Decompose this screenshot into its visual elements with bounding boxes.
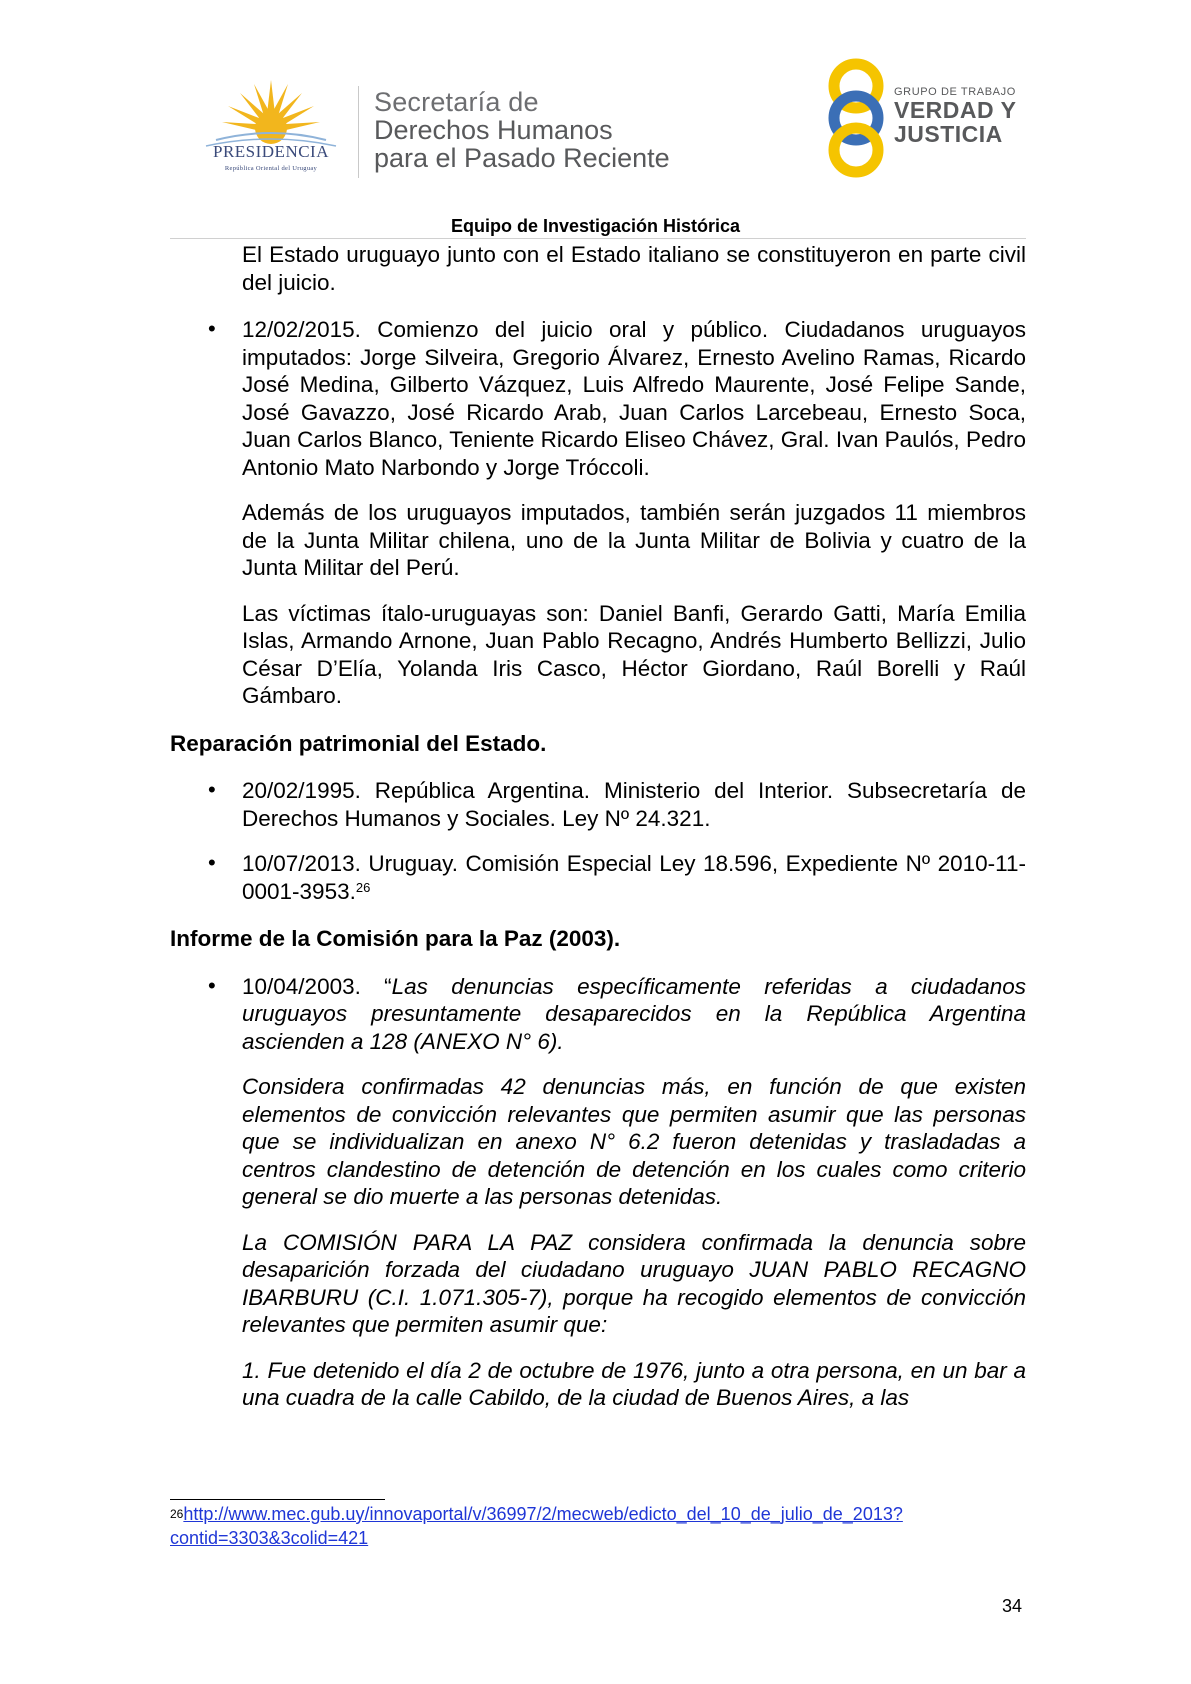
header-rule [170, 238, 1026, 239]
secretaria-logo-text [374, 88, 670, 172]
quote-paragraph-1: Considera confirmadas 42 denuncias más, en función de que existen elementos de convicción relevantes que permiten asumir que las personas que se individualizan en anexo N° 6.2 fueron detenidas y trasladadas a centros clandestino de detención de detención en los cuales como criterio general se dio muerte a las personas detenidas. [242, 1074, 1026, 1209]
page-number: 34 [1002, 1596, 1023, 1616]
bullet-icon: • [208, 972, 216, 998]
verdad-justicia-text [894, 86, 1016, 146]
secretaria-line-1: Secretaría de [374, 87, 539, 117]
bullet-icon: • [208, 850, 216, 875]
footnote-ref[interactable]: 26 [355, 879, 371, 895]
secretaria-line-3: para el Pasado Reciente [374, 143, 670, 173]
grupo-line-1: GRUPO DE TRABAJO [894, 86, 1016, 98]
verdad-justicia-logo [820, 56, 1040, 180]
document-body [170, 241, 1026, 1412]
footnote-link[interactable] [170, 1504, 903, 1548]
sun-emblem-icon [196, 80, 346, 150]
list-item [170, 316, 1026, 481]
page-header [0, 0, 1191, 240]
footnote-separator [170, 1499, 385, 1500]
list-item [170, 850, 1026, 905]
grupo-line-3: JUSTICIA [894, 121, 1003, 147]
footnote-link-line-1: http://www.mec.gub.uy/innovaportal/v/36997/2/mecweb/edicto_del_10_de_julio_de_2013? [183, 1504, 903, 1524]
list-item-text [242, 850, 1026, 905]
bullet-icon: • [208, 777, 216, 802]
secretaria-line-2: Derechos Humanos [374, 115, 613, 145]
list-item [170, 973, 1026, 1056]
grupo-line-2: VERDAD Y [894, 97, 1017, 123]
presidencia-logo [196, 80, 346, 180]
footnote-link-line-2: contid=3303&3colid=421 [170, 1528, 369, 1548]
presidencia-name: PRESIDENCIA [212, 142, 329, 161]
list-item [170, 777, 1026, 832]
list-item-quote: Las denuncias específicamente referidas a ciudadanos uruguayos presuntamente desaparecidos en la República Argentina ascienden a 128 (ANEXO N° 6). [242, 973, 1026, 1054]
list-item-text: 20/02/1995. República Argentina. Ministerio del Interior. Subsecretaría de Derechos Humanos y Sociales. Ley Nº 24.321. [242, 778, 1026, 831]
team-title: Equipo de Investigación Histórica [450, 216, 741, 236]
presidencia-subtitle: República Oriental del Uruguay [224, 165, 318, 172]
list-item-text-body: 10/07/2013. Uruguay. Comisión Especial Ley 18.596, Expediente Nº 2010-11-0001-3953. [242, 851, 1026, 904]
paragraph-intro: El Estado uruguayo junto con el Estado italiano se constituyeron en parte civil del juicio. [242, 242, 1026, 295]
footnote [170, 1502, 1026, 1550]
quote-paragraph-3: 1. Fue detenido el día 2 de octubre de 1976, junto a otra persona, en un bar a una cuadra de la calle Cabildo, de la ciudad de Buenos Aires, a las [242, 1357, 1026, 1410]
list-item-date: 10/04/2003. “ [242, 973, 392, 999]
paragraph-victimas: Las víctimas ítalo-uruguayas son: Daniel Banfi, Gerardo Gatti, María Emilia Islas, Armando Arnone, Juan Pablo Recagno, Andrés Humberto Bellizzi, Julio César D’Elía, Yolanda Iris Casco, Héctor Giordano, Raúl Borelli y Raúl Gámbaro. [242, 600, 1026, 708]
header-divider [358, 86, 359, 178]
footnote-number: 26 [170, 1507, 184, 1521]
quote-paragraph-2: La COMISIÓN PARA LA PAZ considera confirmada la denuncia sobre desaparición forzada del ciudadano uruguayo JUAN PABLO RECAGNO IBARBURU (C.I. 1.071.305-7), porque ha recogido elementos de convicción relevantes que permiten asumir que: [242, 1229, 1026, 1337]
paragraph-ademas: Además de los uruguayos imputados, también serán juzgados 11 miembros de la Junta Militar chilena, uno de la Junta Militar de Bolivia y cuatro de la Junta Militar del Perú. [242, 500, 1026, 580]
section-heading-informe: Informe de la Comisión para la Paz (2003). [170, 926, 621, 951]
bullet-icon: • [208, 316, 216, 341]
list-item-text [242, 973, 1026, 1056]
section-heading-reparacion: Reparación patrimonial del Estado. [170, 730, 547, 756]
list-item-text: 12/02/2015. Comienzo del juicio oral y público. Ciudadanos uruguayos imputados: Jorge Silveira, Gregorio Álvarez, Ernesto Avelino Ramas, Ricardo José Medina, Gilberto Vázquez, Luis Alfredo Maurente, José Felipe Sande, José Gavazzo, José Ricardo Arab, Juan Carlos Larcebeau, Ernesto Soca, Juan Carlos Blanco, Teniente Ricardo Eliseo Chávez, Gral. Ivan Paulós, Pedro Antonio Mato Narbondo y Jorge Tróccoli. [242, 317, 1026, 480]
interlocked-rings-icon [820, 56, 892, 180]
